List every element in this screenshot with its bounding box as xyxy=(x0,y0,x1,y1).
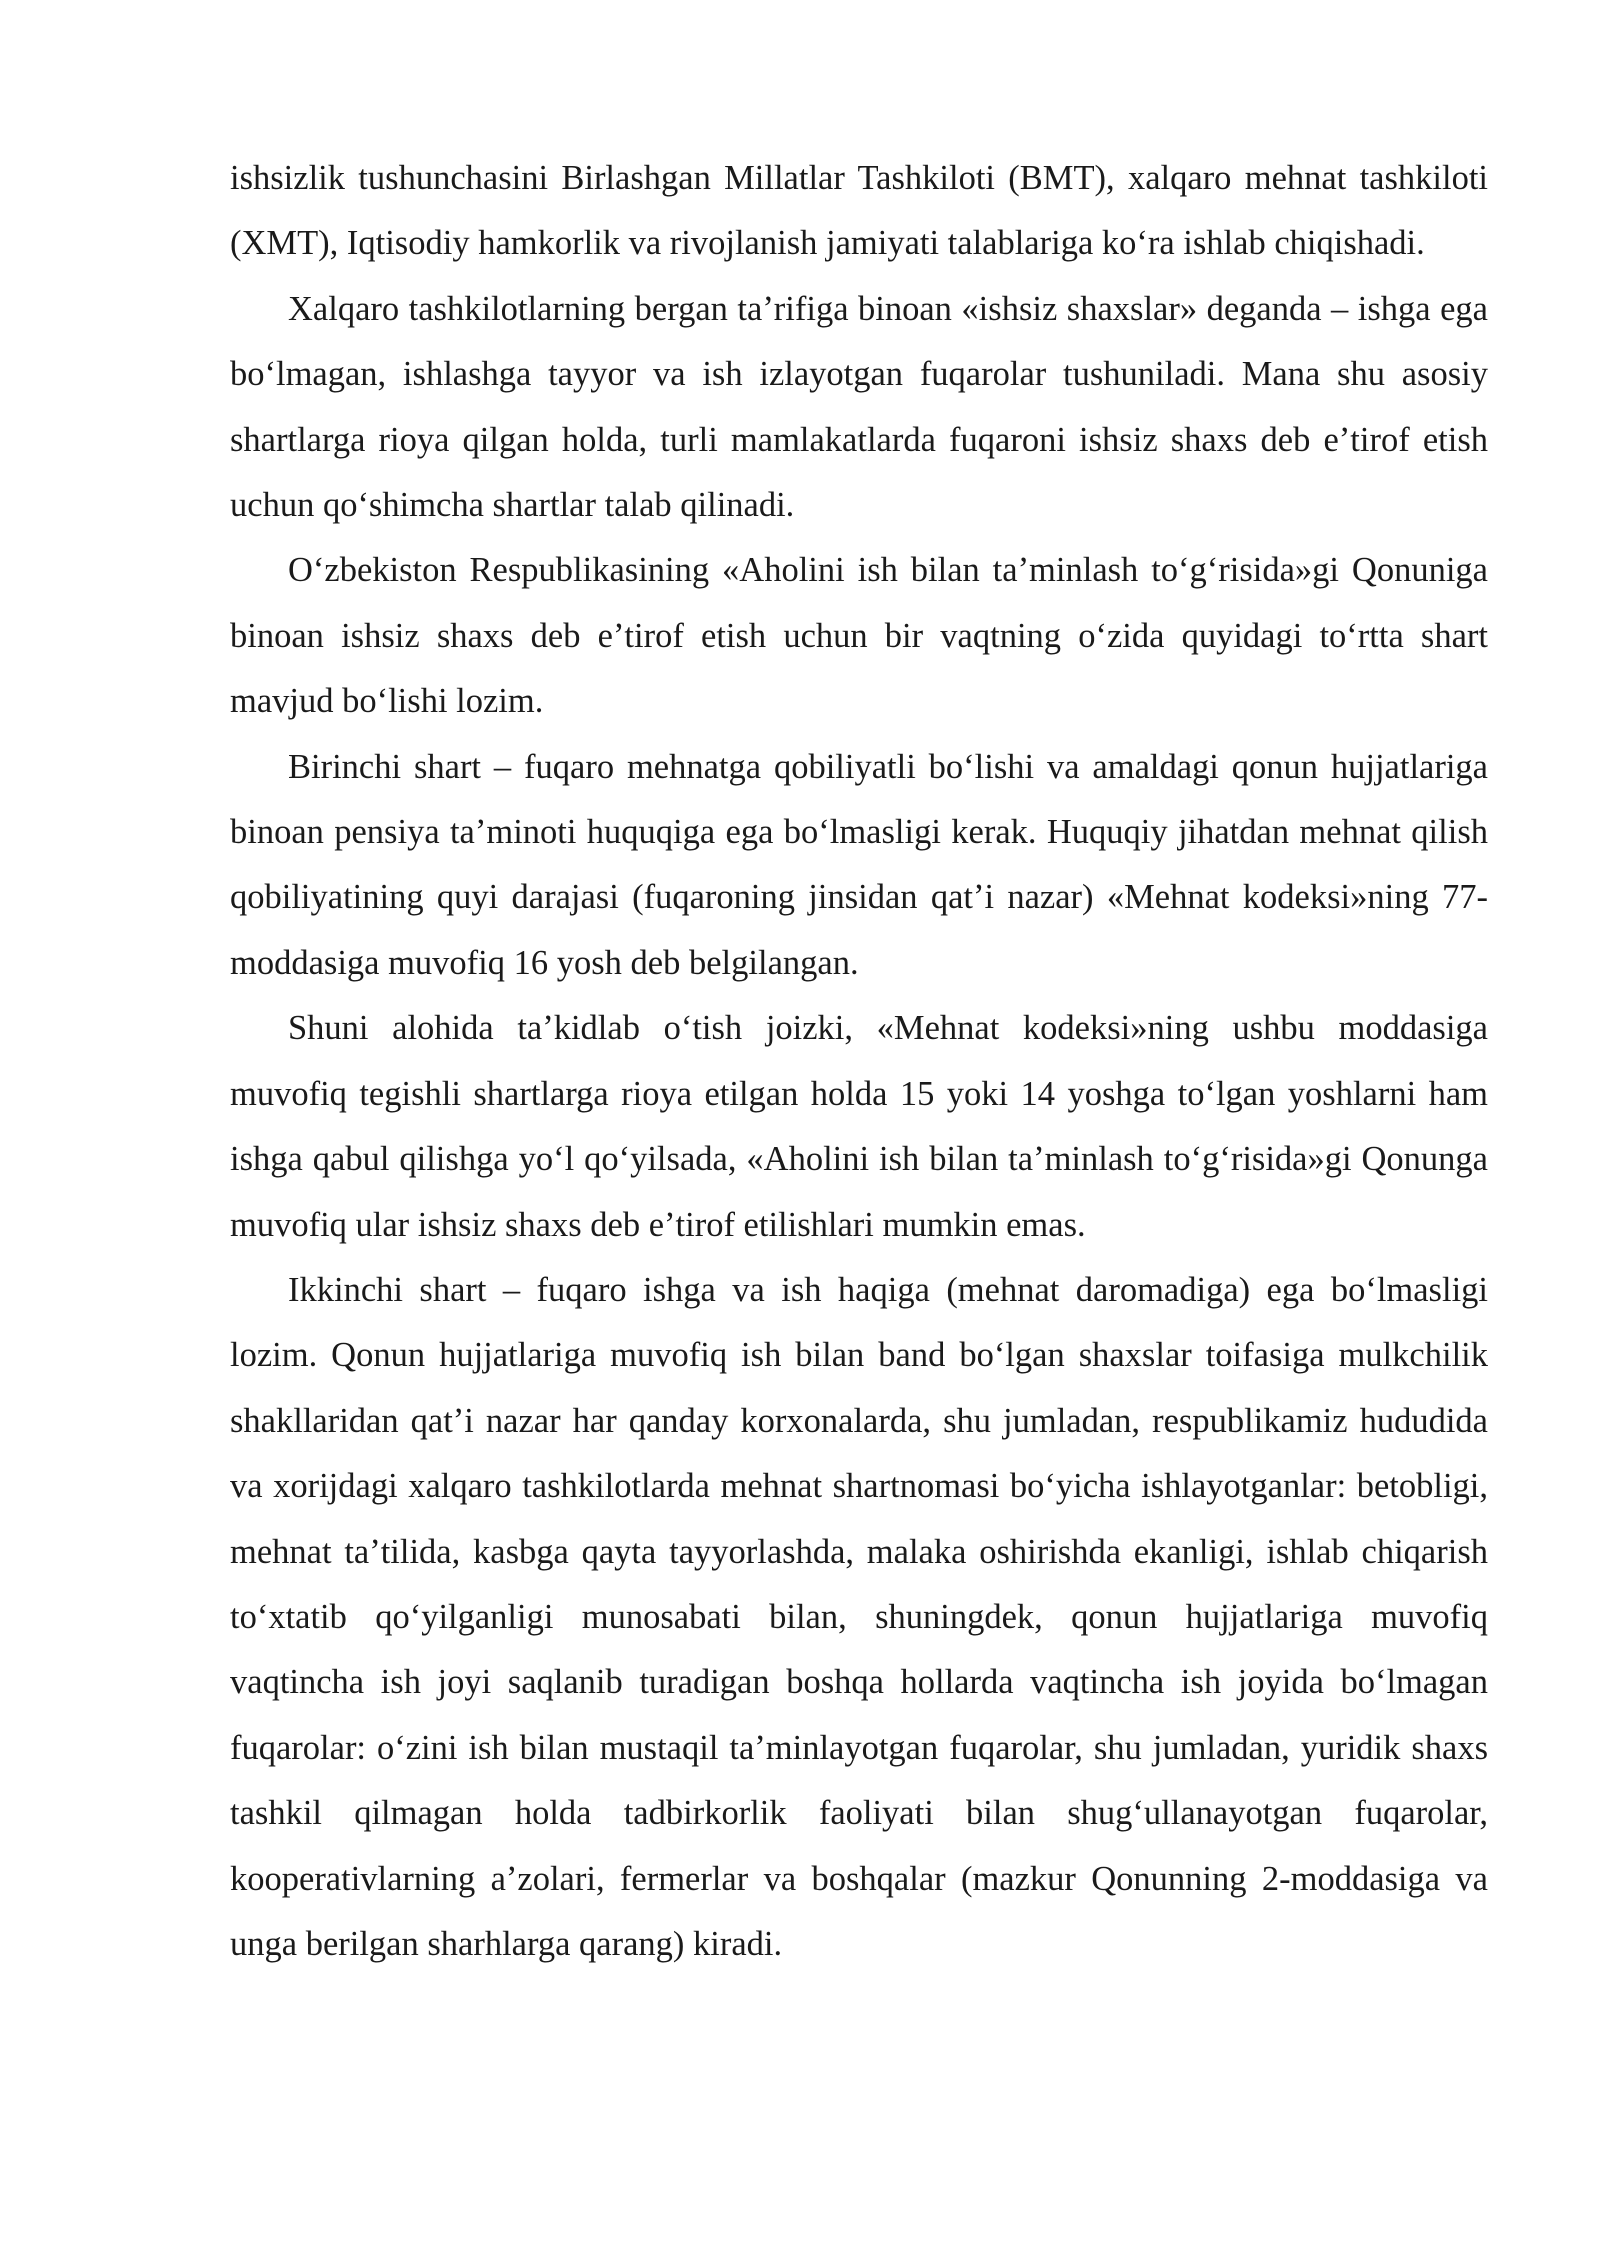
document-body xyxy=(230,146,1488,1977)
paragraph-5: Shuni alohida taʼkidlab oʻtish joizki, «Mehnat kodeksi»ning ushbu moddasiga muvofiq tegishli shartlarga rioya etilgan holda 15 yoki 14 yoshga toʻlgan yoshlarni ham ishga qabul qilishga yoʻl qoʻyilsada, «Aholini ish bilan taʼminlash toʻgʻrisida»gi Qonunga muvofiq ular ishsiz shaxs deb eʼtirof etilishlari mumkin emas. xyxy=(230,1009,1488,1244)
paragraph-4: Birinchi shart – fuqaro mehnatga qobiliyatli boʻlishi va amaldagi qonun hujjatlariga binoan pensiya taʼminoti huquqiga ega boʻlmasligi kerak. Huquqiy jihatdan mehnat qilish qobiliyatining quyi darajasi (fuqaroning jinsidan qatʼi nazar) «Mehnat kodeksi»ning 77-moddasiga muvofiq 16 yosh deb belgilangan. xyxy=(230,747,1488,982)
paragraph-6: Ikkinchi shart – fuqaro ishga va ish haqiga (mehnat daromadiga) ega boʻlmasligi lozim. Qonun hujjatlariga muvofiq ish bilan band boʻlgan shaxslar toifasiga mulkchilik shakllaridan qatʼi nazar har qanday korxonalarda, shu jumladan, respublikamiz hududida va xorijdagi xalqaro tashkilotlarda mehnat shartnomasi boʻyicha ishlayotganlar: betobligi, mehnat taʼtilida, kasbga qayta tayyorlashda, malaka oshirishda ekanligi, ishlab chiqarish toʻxtatib qoʻyilganligi munosabati bilan, shuningdek, qonun hujjatlariga muvofiq vaqtincha ish joyi saqlanib turadigan boshqa hollarda vaqtincha ish joyida boʻlmagan fuqarolar: oʻzini ish bilan mustaqil taʼminlayotgan fuqarolar, shu jumladan, yuridik shaxs tashkil qilmagan holda tadbirkorlik faoliyati bilan shugʻullanayotgan fuqarolar, kooperativlarning aʼzolari, fermerlar va boshqalar (mazkur Qonunning 2-moddasiga va unga berilgan sharhlarga qarang) kiradi. xyxy=(230,1270,1488,1963)
paragraph-3: Oʻzbekiston Respublikasining «Aholini ish bilan taʼminlash toʻgʻrisida»gi Qonuniga binoan ishsiz shaxs deb eʼtirof etish uchun bir vaqtning oʻzida quyidagi toʻrtta shart mavjud boʻlishi lozim. xyxy=(230,551,1488,721)
paragraph-2: Xalqaro tashkilotlarning bergan taʼrifiga binoan «ishsiz shaxslar» deganda – ishga ega boʻlmagan, ishlashga tayyor va ish izlayotgan fuqarolar tushuniladi. Mana shu asosiy shartlarga rioya qilgan holda, turli mamlakatlarda fuqaroni ishsiz shaxs deb eʼtirof etish uchun qoʻshimcha shartlar talab qilinadi. xyxy=(230,289,1488,525)
paragraph-1: ishsizlik tushunchasini Birlashgan Millatlar Tashkiloti (BMT), xalqaro mehnat tashkiloti (XMT), Iqtisodiy hamkorlik va rivojlanish jamiyati talablariga koʻra ishlab chiqishadi. xyxy=(230,159,1488,263)
